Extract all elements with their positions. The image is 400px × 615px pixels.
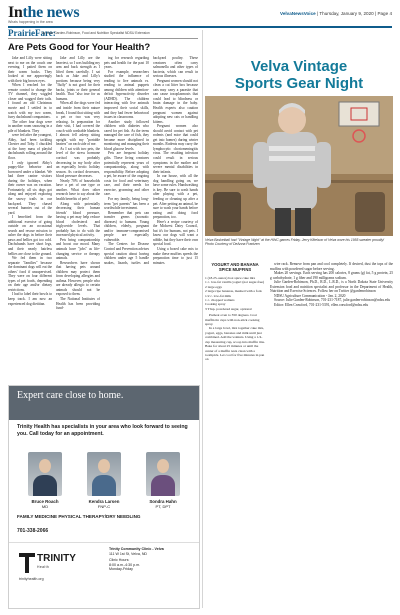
article-headline: Are Pets Good for Your Health?	[8, 42, 151, 53]
recipe-line: Preheat oven to 350 degrees. Coat muffin tin cups with non-stick cooking spray.	[205, 313, 260, 327]
staff-credential: PT, DPT	[155, 504, 171, 509]
article-column-3	[104, 56, 198, 381]
brand-rest: the news	[22, 4, 80, 21]
paragraph: For example, researchers studied the influence of reading to live animals vs. reading to animal puppets among children with attention-deficit hyperactivity disorder (ADHD). The children interacting with live animals improved their social skills, and they had fewer behavioral issues in classrooms.	[104, 69, 149, 120]
recipe-line: 2 large eggs	[205, 284, 222, 289]
ad-header	[9, 386, 199, 420]
issue-date: Thursday, January 9, 2020	[319, 11, 374, 16]
staff-card	[19, 452, 71, 509]
paragraph: Source: Julie Garden-Robinson, 701-231-7187, julie.garden-robinson@ndsu.edu	[274, 298, 391, 303]
section-label: PrairieFare:	[8, 28, 56, 38]
paragraph: Remember that pets can transfer germs (zoonotic diseases) to humans. Young children, elderly, pregnant and/or immune-compromised people are especially vulnerable.	[104, 210, 149, 242]
ad-url: trinityhealth.org	[19, 577, 44, 581]
recipe-ingredients	[205, 276, 265, 362]
paragraph: In our house, with all the dog handling going on, we have some rules. Handwashing is key. Be sure to wash hands after playing with a pet, feeding or cleaning up after a pet. After petting an animal, be sure to wash your hands before eating and doing food preparation, too.	[153, 174, 198, 220]
brand-in: In	[8, 4, 23, 21]
paragraph: When all the dogs were fed and inside from their nature break, I found that sitting with a pet or two was very relaxing. In preparation for their visit, I had covered the couch with washable blankets. I almost fell asleep sitting upright with my "portable heaters" on each side of me.	[56, 101, 100, 147]
staff-photo	[87, 452, 121, 496]
paragraph: Researchers have shown that having pets around children may protect them from developing allergies and asthma. However, people who are already allergic to certain animals should not be exposed to them.	[56, 260, 100, 297]
paragraph: Pregnant women also should avoid contact with pet rodents (and mice that could get into homes) during winter months. Rodents may carry the lymphocytic choriomeningitis virus. The resulting infection could result in serious symptoms in the mother and severe mental disabilities in their infants.	[153, 124, 198, 174]
clinic-info	[109, 547, 191, 572]
ad-services: FAMILY MEDICINE PHYSICAL THERAPY/DRY NEEDLING	[17, 514, 141, 519]
brand-tagline: Whats happening in the area	[8, 20, 53, 24]
paragraph: I benefited from the additional exercise of going outside on an occasional search and rescue mission to usher the dogs in before their paws and bellies got too cold. Dachshunds have short legs, and their nearly hairless bellies are close to the ground.	[8, 215, 52, 256]
clinic-hours: 8:00 a.m.-4:30 p.m.	[109, 562, 141, 567]
paragraph: were fed after the youngest, Abby, had been tackling Chester and Toby. I chuckled at the furry mass of playful dachshunds rolling around the floor.	[8, 133, 52, 161]
paragraph: The other four dogs were in another room snoozing in a pile of blankets. They	[8, 119, 52, 133]
recipe-line: 1/2 c. low-fat milk	[205, 293, 232, 298]
staff-card	[78, 452, 130, 509]
staff-name: Bruce Roach	[31, 499, 59, 504]
clinic-hours-label: Clinic Hours:	[109, 558, 130, 563]
paragraph: Pets are frequent holiday gifts. These living creatures potentially represent years of companionship, along with responsibility. Before adopting a pet, be aware of the ongoing costs for food and veterinary care, and their needs for exercise, grooming and other care.	[104, 151, 149, 197]
issue-line: VelvaNewsVoice | Thursday, January 9, 2020 | Page 4	[280, 11, 392, 16]
paragraph: When I reached for the remote control to change the TV channel, they wiggled closer and wagged their tails. I found an old Christmas movie and I settled in to watch with my two warm, furry dachshund companions.	[8, 83, 52, 120]
logo-wordmark: TRINITY	[37, 553, 76, 564]
recipe-title: YOGURT AND BANANA SPICE MUFFINS	[211, 262, 259, 273]
paragraph: Pets bring companionship and boost our mood. Many animals have "jobs" as life-changing service or therapy animals.	[56, 237, 100, 261]
staff-name: Sondra Hahn	[149, 499, 177, 504]
paragraph: Along with potentially decreasing their human friends' blood pressure, having a pet may help reduce blood cholesterol and triglyceride levels. That probably has to do with the increased physical activity.	[56, 201, 100, 238]
byline: by Julie Garden-Robinson, Food and Nutrition Specialist NDSU Extension	[42, 31, 150, 35]
feature-title	[205, 58, 393, 92]
recipe-line: In a large bowl, mix together cake mix, yogurt, eggs, bananas and milk until just combined. Add the walnuts. Using a 1/4-cup measuring cup, scoop into muffin tins. Bake for about 25 minutes or until the center of a muffin tests clean with a toothpick. Let cool for five minutes in pan on	[205, 326, 265, 362]
recipe-continuation-column	[270, 262, 393, 608]
paragraph: Another study followed children with diabetes who cared for pet fish. As the teens managed the care of fish, they became more disciplined in monitoring and managing their blood glucose levels.	[104, 119, 149, 151]
recipe-line: 1 c. chopped walnuts	[205, 298, 235, 303]
staff-photo	[28, 452, 62, 496]
photo-caption: Velva Basketball had "Vintage Night" at the HWC games Friday. Jerry Kittelson of Velva wore his 1955 sweater proudly! Photo Courtesy of DeAnna Frantzen	[205, 238, 385, 247]
paragraph: Nearly 70% of households have a pet of one type or another. What does other research have to say about the health benefits of pets?	[56, 178, 100, 201]
paragraph: The Centers for Disease Control and Prevention advises special caution about having children under age 5 handle snakes, lizards, turtles and backyard poultry. These creatures often carry salmonella and other types of bacteria, which can result in serious illnesses.	[104, 56, 198, 265]
page-number: Page 4	[377, 11, 392, 16]
clinic-name: Trinity Community Clinic - Velva	[109, 547, 164, 551]
ad-title: Expert care close to home.	[17, 390, 124, 401]
feature-title-line: Velva Vintage	[250, 58, 348, 75]
paragraph: Jake and Lilly were sitting next to me on the couch one evening. I patted them on their warm backs. They looked at me approvingly with their big brown eyes.	[8, 56, 52, 83]
staff-name: Kendra Larsen	[88, 499, 120, 504]
trinity-logo-icon	[19, 553, 35, 573]
paragraph: ing for research regarding pets and health for the past 10 years.	[104, 56, 149, 70]
column-divider	[202, 30, 203, 608]
staff-photo	[146, 452, 180, 496]
paragraph: We fed them in two separate "families" because the dominant dogs will eat the others' food if unsupervised. They were on four different types of pet foods, depending on their age and/or dietary restrictions.	[8, 256, 52, 292]
recipe-line: 3 Tbsp. powdered sugar, optional	[205, 306, 252, 311]
staff-card	[137, 452, 189, 509]
trinity-health-ad	[8, 385, 200, 609]
gym-photo-illustration	[205, 96, 393, 236]
paragraph: The National Institutes of Health has been providing fund-	[56, 296, 100, 311]
article-column-1	[8, 56, 52, 381]
paragraph: As I sat with two pets, the level of the stress hormone cortisol was probably decreasing in my body after an especially hectic holiday season. As cortisol decreases, blood pressure decreases.	[56, 146, 100, 179]
recipe-line: 2 large ripe bananas, mashed with a fork	[205, 289, 262, 294]
staff-credential: FNP-C	[97, 504, 111, 509]
publication-name: VelvaNewsVoice	[280, 11, 316, 16]
paragraph: Makes 20 servings. Each serving has 200 calories, 8 grams (g) fat, 5 g protein, 25 g carbohydrate, 1 g fiber and 190 milligrams sodium.	[270, 271, 393, 280]
ad-text: Trinity Health has specialists in your area who look forward to seeing you. Call today for an appointment.	[17, 424, 188, 437]
paragraph: Jake and Lilly are the heaviest, so I was building my arm and back strength as I lifted them carefully. I sat back as Jake and Lilly's portions because being very "fluffy" is not good for their backs, joints or their general health. That "also true for us humans.	[56, 56, 100, 101]
clinic-address: 111 W 1st St, Velva, ND	[109, 551, 148, 556]
paragraph: Editor: Ellen Crawford, 701-231-5391, ellen.crawford@ndsu.edu	[274, 302, 369, 307]
ad-phone: 701-338-2066	[17, 528, 49, 534]
recipe-line: 1 (18.25-ounce) box spice cake mix	[205, 276, 256, 280]
feature-title-line: Sports Gear Night	[234, 75, 364, 92]
paragraph: NDSU Agriculture Communication - Jan. 2, 2020	[274, 293, 346, 298]
section-header	[8, 30, 198, 39]
recipe-line: Cooking spray	[205, 302, 226, 307]
paragraph: I had to label their bowls to keep track. I am now an experienced dog dietitian.	[8, 292, 52, 306]
recipe-line: 1 c. low-fat vanilla yogurt (not sugar-free)	[205, 280, 265, 285]
paragraph: For my family, being long-term "pet parents" has been a worthwhile investment.	[104, 196, 149, 211]
logo-subtitle: Health	[37, 565, 50, 569]
paragraph: Using a boxed cake mix to make these muffins speeds the preparation time to just 15 minutes.	[153, 246, 198, 265]
paragraph: Julie Garden-Robinson, Ph.D., R.D., L.R.D., is a North Dakota State University Extension food and nutrition specialist and professor in the Department of Health, Nutrition and Exercise Sciences. Follow her on Twitter @gardenrobinson	[270, 280, 393, 294]
staff-credential: MD	[41, 504, 49, 509]
ad-footer	[9, 542, 199, 609]
paragraph: wire rack. Remove from pan and cool completely. If desired, dust the tops of the muffins with powdered sugar before serving.	[270, 262, 393, 271]
clinic-days: Monday-Friday	[109, 567, 133, 572]
feature-photo	[205, 96, 393, 236]
article-column-2	[56, 56, 100, 381]
paragraph: Pregnant women should not clean a cat litter box because cats may carry a parasite that can cause toxoplasmosis that could lead to blindness or brain damage in the baby. Health experts also caution pregnant women against adopting new cats or handling kittens.	[153, 78, 198, 124]
paragraph: I only ignored Abby's puppy-like behavior and borrowed under a blanket. We had three canine visitors during the holidays, when their owner was on vacation. Fortunately, all six dogs got along and enjoyed exploring the snowy trails in our backyard. They chased several bunnies out of the yard.	[8, 160, 52, 215]
paragraph: Here's a recipe courtesy of the Midwest Dairy Council, but it's for humans, not pets. I know our dogs will want a nibble, but they have their own special food.	[153, 219, 198, 247]
masthead	[8, 4, 392, 28]
